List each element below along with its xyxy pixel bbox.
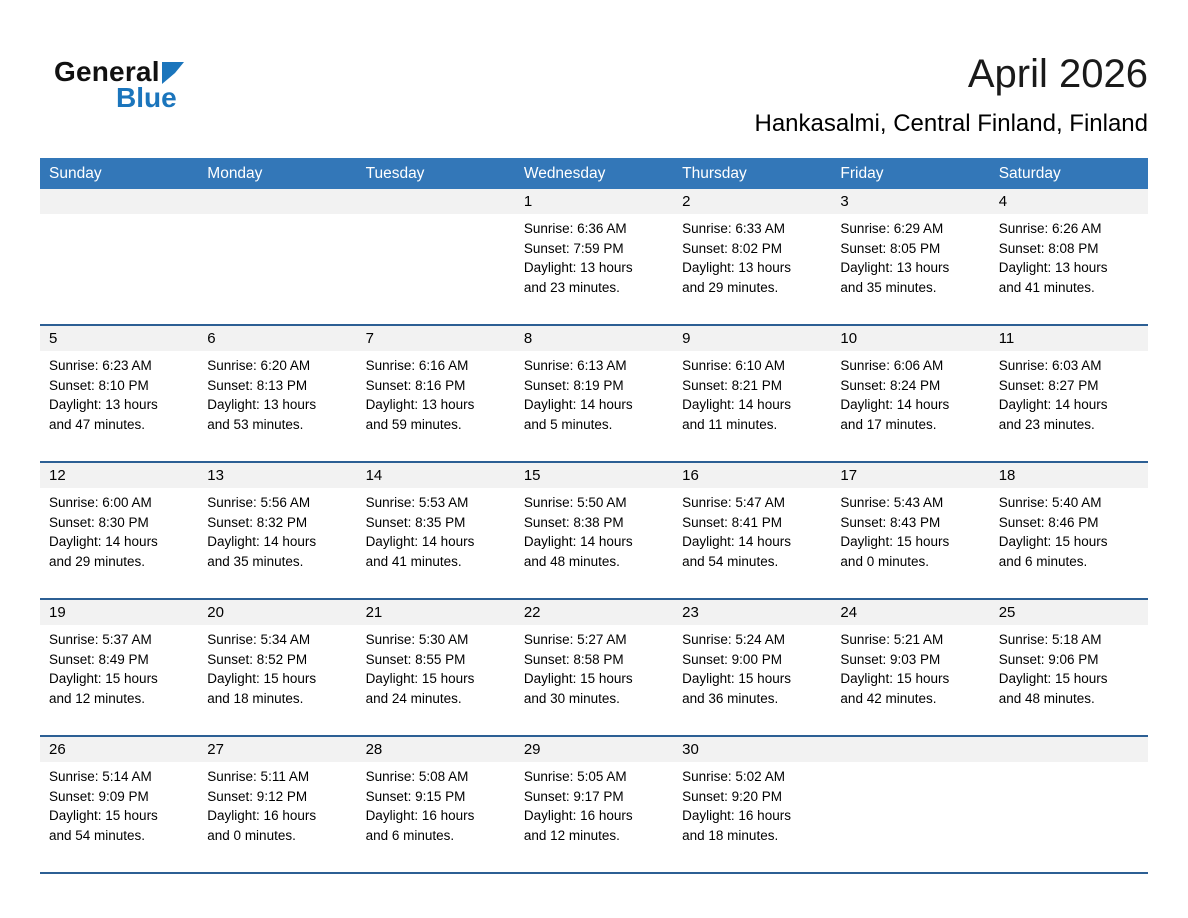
date-band <box>357 326 515 351</box>
sunrise-text: Sunrise: 5:40 AM <box>998 495 1102 510</box>
day-details <box>673 488 831 579</box>
date-band <box>40 600 198 625</box>
date-band <box>357 463 515 488</box>
daylight-text: Daylight: 14 hours and 5 minutes. <box>523 397 633 432</box>
sunset-text: Sunset: 8:05 PM <box>840 240 941 256</box>
date-band <box>515 326 673 351</box>
day-details <box>831 488 989 579</box>
date-band <box>673 189 831 214</box>
sunrise-text: Sunrise: 5:08 AM <box>365 769 469 784</box>
date-band <box>831 189 989 214</box>
date-band <box>831 600 989 625</box>
sunrise-text: Sunrise: 5:11 AM <box>207 769 310 784</box>
weekday-header-tuesday: Tuesday <box>365 165 425 182</box>
day-cell-28 <box>357 737 515 872</box>
weekday-header-thursday: Thursday <box>682 165 747 182</box>
date-number: 2 <box>682 193 691 210</box>
day-cell-empty <box>198 189 356 324</box>
day-details <box>40 762 198 853</box>
day-details <box>357 625 515 716</box>
day-cell-17 <box>831 463 989 598</box>
day-details <box>40 488 198 579</box>
sunrise-text: Sunrise: 5:18 AM <box>998 632 1102 647</box>
date-band <box>198 463 356 488</box>
day-details <box>357 488 515 579</box>
sunset-text: Sunset: 8:58 PM <box>523 651 624 667</box>
date-number: 22 <box>523 604 541 621</box>
sunrise-text: Sunrise: 5:24 AM <box>682 632 785 647</box>
day-details <box>40 214 198 227</box>
sunset-text: Sunset: 8:13 PM <box>207 377 308 393</box>
daylight-text: Daylight: 16 hours and 12 minutes. <box>523 808 633 843</box>
sunrise-text: Sunrise: 6:29 AM <box>840 221 944 236</box>
daylight-text: Daylight: 13 hours and 23 minutes. <box>523 260 633 295</box>
sunset-text: Sunset: 9:20 PM <box>682 788 782 804</box>
daylight-text: Daylight: 15 hours and 36 minutes. <box>682 671 791 706</box>
date-number: 17 <box>840 467 858 484</box>
day-details <box>198 762 356 853</box>
calendar <box>40 158 1148 874</box>
daylight-text: Daylight: 14 hours and 54 minutes. <box>682 534 791 569</box>
date-band <box>357 600 515 625</box>
date-band <box>198 189 356 214</box>
sunrise-text: Sunrise: 5:56 AM <box>207 495 311 510</box>
date-band <box>357 737 515 762</box>
sunset-text: Sunset: 8:19 PM <box>523 377 624 393</box>
sunrise-text: Sunrise: 6:36 AM <box>523 221 627 236</box>
date-band <box>673 600 831 625</box>
day-details <box>673 351 831 442</box>
date-number: 13 <box>207 467 224 484</box>
day-cell-empty <box>990 737 1148 872</box>
day-cell-8 <box>515 326 673 461</box>
day-details <box>515 625 673 716</box>
date-number: 29 <box>523 741 541 758</box>
day-cell-11 <box>990 326 1148 461</box>
sunset-text: Sunset: 8:21 PM <box>682 377 782 393</box>
date-number: 27 <box>207 741 224 758</box>
sunrise-text: Sunrise: 5:43 AM <box>840 495 944 510</box>
daylight-text: Daylight: 15 hours and 12 minutes. <box>49 671 158 706</box>
date-band <box>515 463 673 488</box>
date-number: 28 <box>365 741 383 758</box>
page-subtitle: Hankasalmi, Central Finland, Finland <box>754 110 1148 137</box>
day-details <box>515 488 673 579</box>
sunrise-text: Sunrise: 5:02 AM <box>682 769 785 784</box>
day-cell-empty <box>40 189 198 324</box>
sunrise-text: Sunrise: 5:50 AM <box>523 495 627 510</box>
day-cell-25 <box>990 600 1148 735</box>
daylight-text: Daylight: 13 hours and 59 minutes. <box>365 397 475 432</box>
daylight-text: Daylight: 13 hours and 47 minutes. <box>49 397 158 432</box>
day-cell-5 <box>40 326 198 461</box>
date-number: 20 <box>207 604 224 621</box>
daylight-text: Daylight: 13 hours and 35 minutes. <box>840 260 950 295</box>
day-details <box>515 214 673 305</box>
date-band <box>40 463 198 488</box>
date-number: 3 <box>840 193 849 210</box>
date-band <box>831 326 989 351</box>
sunset-text: Sunset: 7:59 PM <box>523 240 624 256</box>
day-details <box>198 351 356 442</box>
calendar-body <box>40 189 1148 874</box>
date-number: 10 <box>840 330 858 347</box>
date-band <box>515 189 673 214</box>
date-band <box>990 326 1148 351</box>
daylight-text: Daylight: 15 hours and 24 minutes. <box>365 671 475 706</box>
day-details <box>198 214 356 227</box>
day-cell-30 <box>673 737 831 872</box>
sunset-text: Sunset: 9:06 PM <box>998 651 1099 667</box>
date-band <box>198 737 356 762</box>
day-cell-27 <box>198 737 356 872</box>
sunset-text: Sunset: 9:12 PM <box>207 788 308 804</box>
date-band <box>357 189 515 214</box>
day-details <box>198 625 356 716</box>
weekday-header-wednesday: Wednesday <box>523 165 606 182</box>
day-cell-1 <box>515 189 673 324</box>
date-band <box>990 189 1148 214</box>
day-cell-15 <box>515 463 673 598</box>
date-number: 26 <box>49 741 66 758</box>
daylight-text: Daylight: 14 hours and 29 minutes. <box>49 534 158 569</box>
day-cell-12 <box>40 463 198 598</box>
sunrise-text: Sunrise: 6:33 AM <box>682 221 785 236</box>
date-number: 4 <box>998 193 1008 210</box>
day-cell-10 <box>831 326 989 461</box>
sunrise-text: Sunrise: 5:27 AM <box>523 632 627 647</box>
day-details <box>990 488 1148 579</box>
sunset-text: Sunset: 8:38 PM <box>523 514 624 530</box>
date-band <box>515 737 673 762</box>
week-row <box>40 324 1148 461</box>
date-number: 19 <box>49 604 66 621</box>
day-details <box>831 214 989 305</box>
daylight-text: Daylight: 15 hours and 18 minutes. <box>207 671 317 706</box>
sunset-text: Sunset: 9:17 PM <box>523 788 624 804</box>
sunset-text: Sunset: 8:27 PM <box>998 377 1099 393</box>
sunrise-text: Sunrise: 6:13 AM <box>523 358 627 373</box>
date-number: 16 <box>682 467 699 484</box>
daylight-text: Daylight: 15 hours and 0 minutes. <box>840 534 950 569</box>
date-band <box>673 463 831 488</box>
daylight-text: Daylight: 15 hours and 30 minutes. <box>523 671 633 706</box>
day-cell-21 <box>357 600 515 735</box>
day-details <box>990 625 1148 716</box>
sunset-text: Sunset: 8:08 PM <box>998 240 1099 256</box>
day-cell-3 <box>831 189 989 324</box>
sunset-text: Sunset: 8:46 PM <box>998 514 1099 530</box>
date-band <box>673 326 831 351</box>
date-number: 30 <box>682 741 699 758</box>
date-band <box>990 600 1148 625</box>
day-cell-6 <box>198 326 356 461</box>
daylight-text: Daylight: 15 hours and 6 minutes. <box>998 534 1108 569</box>
day-details <box>357 762 515 853</box>
sunset-text: Sunset: 8:24 PM <box>840 377 941 393</box>
date-number: 9 <box>682 330 691 347</box>
sunset-text: Sunset: 8:32 PM <box>207 514 308 530</box>
day-details <box>990 351 1148 442</box>
sunset-text: Sunset: 9:09 PM <box>49 788 149 804</box>
day-details <box>357 351 515 442</box>
daylight-text: Daylight: 15 hours and 54 minutes. <box>49 808 158 843</box>
day-details <box>198 488 356 579</box>
day-details <box>673 214 831 305</box>
sunset-text: Sunset: 8:41 PM <box>682 514 782 530</box>
sunset-text: Sunset: 8:55 PM <box>365 651 466 667</box>
date-band <box>198 326 356 351</box>
sunrise-text: Sunrise: 5:34 AM <box>207 632 311 647</box>
daylight-text: Daylight: 15 hours and 48 minutes. <box>998 671 1108 706</box>
daylight-text: Daylight: 16 hours and 0 minutes. <box>207 808 317 843</box>
day-cell-19 <box>40 600 198 735</box>
sunset-text: Sunset: 8:02 PM <box>682 240 782 256</box>
date-band <box>40 737 198 762</box>
weekday-header-saturday: Saturday <box>998 165 1061 182</box>
daylight-text: Daylight: 14 hours and 48 minutes. <box>523 534 633 569</box>
day-details <box>831 762 989 775</box>
day-cell-26 <box>40 737 198 872</box>
sunrise-text: Sunrise: 5:05 AM <box>523 769 627 784</box>
sunset-text: Sunset: 8:43 PM <box>840 514 941 530</box>
sunrise-text: Sunrise: 6:26 AM <box>998 221 1102 236</box>
daylight-text: Daylight: 14 hours and 41 minutes. <box>365 534 475 569</box>
sunrise-text: Sunrise: 6:16 AM <box>365 358 469 373</box>
daylight-text: Daylight: 14 hours and 17 minutes. <box>840 397 950 432</box>
day-cell-empty <box>357 189 515 324</box>
page-header <box>40 30 1148 156</box>
sunset-text: Sunset: 9:03 PM <box>840 651 941 667</box>
sunrise-text: Sunrise: 6:10 AM <box>682 358 785 373</box>
sunset-text: Sunset: 8:52 PM <box>207 651 308 667</box>
day-details <box>990 762 1148 775</box>
sunset-text: Sunset: 9:00 PM <box>682 651 782 667</box>
date-number: 23 <box>682 604 699 621</box>
date-number: 24 <box>840 604 858 621</box>
weekday-header-friday: Friday <box>840 165 884 182</box>
day-cell-20 <box>198 600 356 735</box>
day-cell-9 <box>673 326 831 461</box>
daylight-text: Daylight: 16 hours and 6 minutes. <box>365 808 475 843</box>
date-band <box>831 463 989 488</box>
daylight-text: Daylight: 16 hours and 18 minutes. <box>682 808 791 843</box>
date-number: 7 <box>365 330 374 347</box>
sunset-text: Sunset: 8:35 PM <box>365 514 466 530</box>
sunrise-text: Sunrise: 5:30 AM <box>365 632 469 647</box>
day-details <box>673 625 831 716</box>
day-details <box>515 351 673 442</box>
day-cell-7 <box>357 326 515 461</box>
date-band <box>990 737 1148 762</box>
date-band <box>515 600 673 625</box>
date-number: 5 <box>49 330 58 347</box>
sunset-text: Sunset: 9:15 PM <box>365 788 466 804</box>
day-cell-16 <box>673 463 831 598</box>
date-band <box>831 737 989 762</box>
day-details <box>831 351 989 442</box>
sunrise-text: Sunrise: 6:03 AM <box>998 358 1102 373</box>
day-details <box>40 625 198 716</box>
date-band <box>40 189 198 214</box>
week-row <box>40 598 1148 735</box>
day-details <box>515 762 673 853</box>
date-number: 25 <box>998 604 1016 621</box>
sunset-text: Sunset: 8:30 PM <box>49 514 149 530</box>
week-row <box>40 461 1148 598</box>
logo-text-blue: Blue <box>116 82 177 113</box>
day-details <box>357 214 515 227</box>
date-band <box>40 326 198 351</box>
date-band <box>990 463 1148 488</box>
day-cell-13 <box>198 463 356 598</box>
header-titles <box>754 30 1148 138</box>
day-cell-18 <box>990 463 1148 598</box>
sunrise-text: Sunrise: 5:53 AM <box>365 495 469 510</box>
date-band <box>198 600 356 625</box>
date-number: 21 <box>365 604 383 621</box>
day-details <box>990 214 1148 305</box>
sunset-text: Sunset: 8:16 PM <box>365 377 466 393</box>
date-number: 14 <box>365 467 383 484</box>
day-cell-empty <box>831 737 989 872</box>
sunrise-text: Sunrise: 5:14 AM <box>49 769 152 784</box>
day-cell-22 <box>515 600 673 735</box>
weekday-header-sunday: Sunday <box>49 165 102 182</box>
day-cell-4 <box>990 189 1148 324</box>
weekday-header-monday: Monday <box>207 165 263 182</box>
day-details <box>40 351 198 442</box>
date-band <box>673 737 831 762</box>
sunrise-text: Sunrise: 6:23 AM <box>49 358 152 373</box>
day-cell-29 <box>515 737 673 872</box>
daylight-text: Daylight: 14 hours and 11 minutes. <box>682 397 791 432</box>
sunset-text: Sunset: 8:49 PM <box>49 651 149 667</box>
daylight-text: Daylight: 13 hours and 41 minutes. <box>998 260 1108 295</box>
sunrise-text: Sunrise: 6:20 AM <box>207 358 311 373</box>
sunrise-text: Sunrise: 5:37 AM <box>49 632 152 647</box>
day-details <box>673 762 831 853</box>
day-cell-24 <box>831 600 989 735</box>
date-number: 1 <box>523 193 533 210</box>
week-row <box>40 735 1148 872</box>
daylight-text: Daylight: 13 hours and 53 minutes. <box>207 397 317 432</box>
day-details <box>831 625 989 716</box>
logo-text-general: General <box>54 56 160 87</box>
date-number: 18 <box>998 467 1016 484</box>
sunrise-text: Sunrise: 6:00 AM <box>49 495 152 510</box>
day-cell-2 <box>673 189 831 324</box>
day-cell-23 <box>673 600 831 735</box>
general-blue-logo <box>54 58 184 112</box>
weekday-header-row <box>40 158 1148 189</box>
sunrise-text: Sunrise: 6:06 AM <box>840 358 944 373</box>
day-cell-14 <box>357 463 515 598</box>
logo-flag-icon <box>162 62 184 84</box>
sunrise-text: Sunrise: 5:21 AM <box>840 632 944 647</box>
sunrise-text: Sunrise: 5:47 AM <box>682 495 785 510</box>
daylight-text: Daylight: 13 hours and 29 minutes. <box>682 260 791 295</box>
daylight-text: Daylight: 15 hours and 42 minutes. <box>840 671 950 706</box>
daylight-text: Daylight: 14 hours and 35 minutes. <box>207 534 317 569</box>
week-row <box>40 189 1148 324</box>
page-title: April 2026 <box>967 52 1148 96</box>
daylight-text: Daylight: 14 hours and 23 minutes. <box>998 397 1108 432</box>
date-number: 12 <box>49 467 66 484</box>
date-number: 11 <box>998 330 1015 347</box>
sunset-text: Sunset: 8:10 PM <box>49 377 149 393</box>
date-number: 8 <box>523 330 533 347</box>
date-number: 6 <box>207 330 216 347</box>
date-number: 15 <box>523 467 541 484</box>
